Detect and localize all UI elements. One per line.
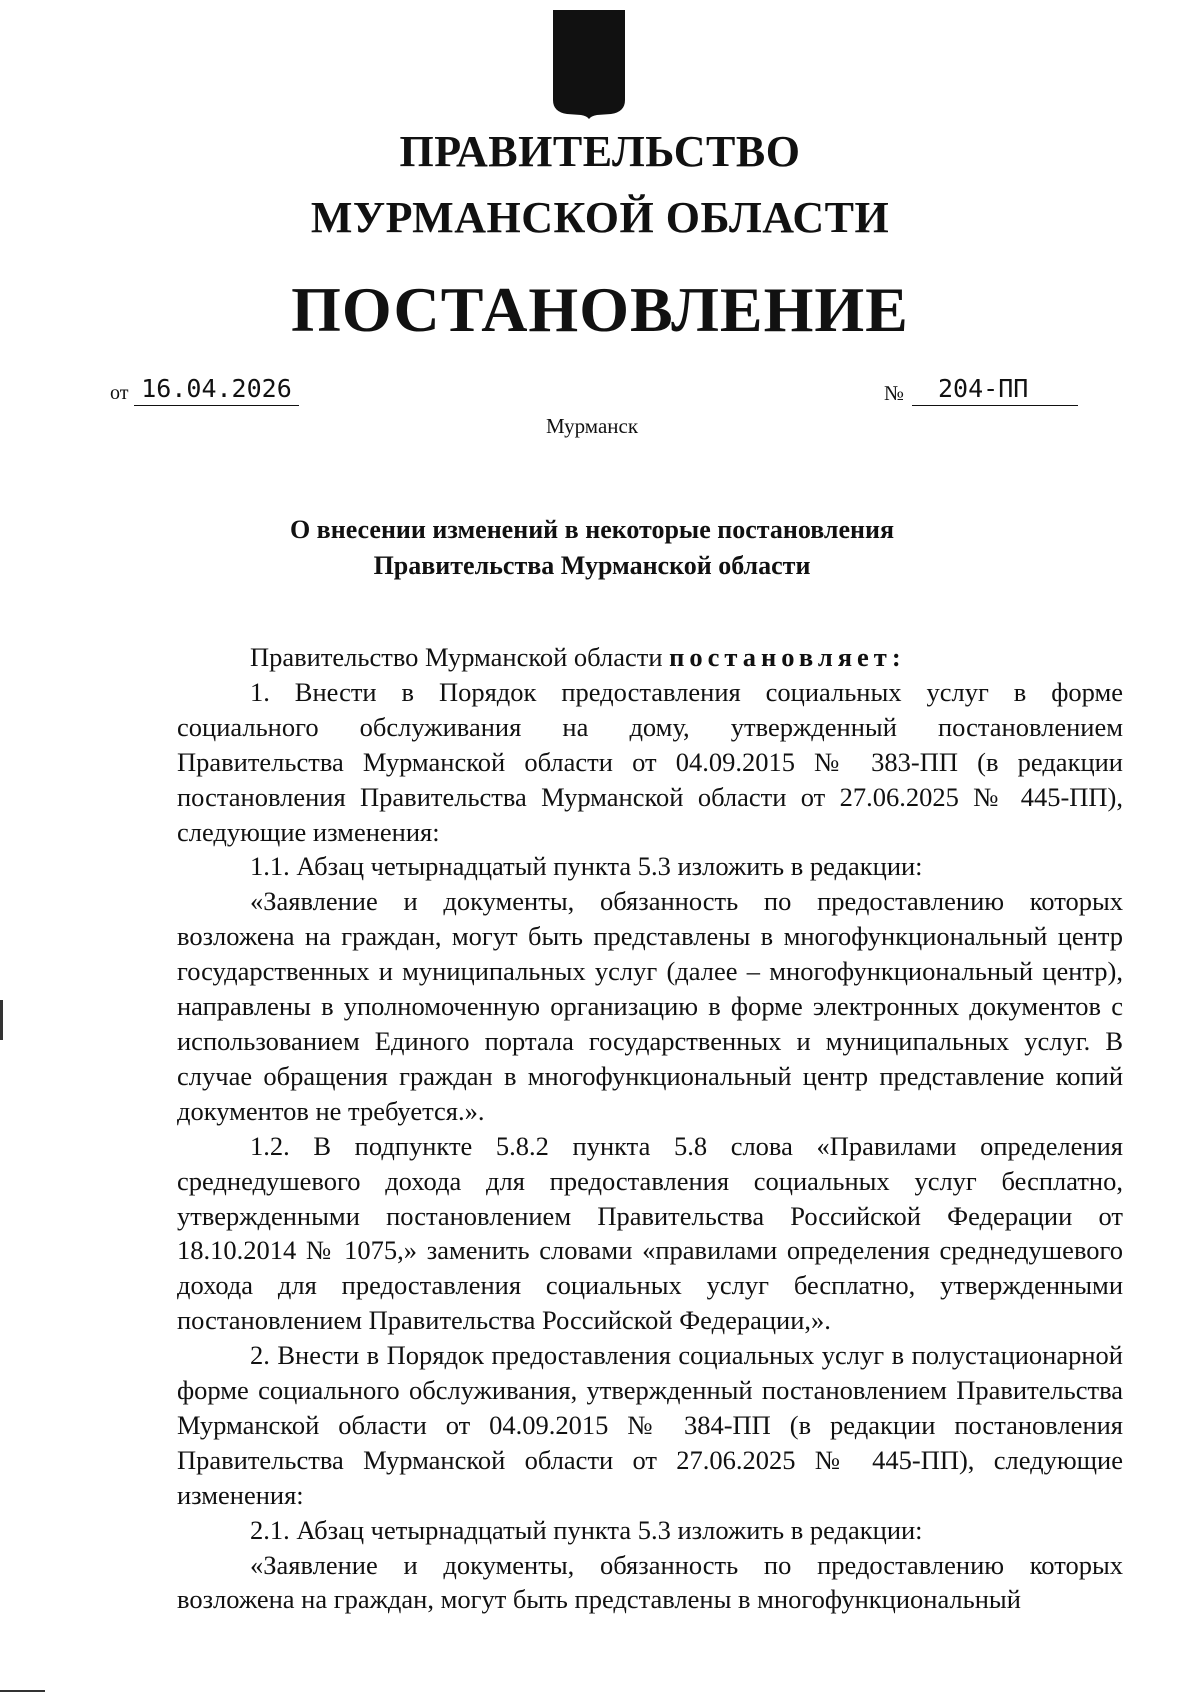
government-name-line2: МУРМАНСКОЙ ОБЛАСТИ — [310, 193, 890, 242]
document-type-title: ПОСТАНОВЛЕНИЕ — [291, 274, 909, 345]
paragraph-1-2: 1.2. В подпункте 5.8.2 пункта 5.8 слова «Правилами определения среднедушевого дохода для предоставления социальных услуг бесплатно, утвержденными постановлением Правительства Российской Федерации от 18.10.2014 № 1075,» заменить словами «правилами определения среднедушевого дохода для предоставления социальных услуг бесплатно, утвержденными постановлением Правительства Российской Федерации,». — [177, 1130, 1123, 1336]
intro-prefix: Правительство Мурманской области — [250, 642, 670, 672]
subject-line2: Правительства Мурманской области — [373, 551, 811, 580]
subject-line1: О внесении изменений в некоторые постановления — [289, 515, 895, 544]
scan-artifact — [0, 1690, 45, 1692]
date-label: от — [110, 382, 129, 404]
paragraph-2-1-quote: «Заявление и документы, обязанность по предоставлению которых возложена на граждан, могут быть представлены в многофункциональный — [177, 1549, 1123, 1615]
document-body — [177, 640, 1123, 1617]
paragraph-2: 2. Внести в Порядок предоставления социальных услуг в полустационарной форме социального обслуживания, утвержденный постановлением Правительства Мурманской области от 04.09.2015 № 384-ПП (в редакции постановления Правительства Мурманской области от 27.06.2025 № 445-ПП), следующие изменения: — [177, 1340, 1123, 1510]
document-subject — [0, 512, 1184, 584]
document-number: 204-ПП — [912, 373, 1078, 406]
document-date: 16.04.2026 — [134, 373, 299, 406]
scan-artifact — [0, 1000, 3, 1040]
intro-paragraph — [177, 640, 1123, 675]
paragraph-1: 1. Внести в Порядок предоставления социальных услуг в форме социального обслуживания на дому, утвержденный постановлением Правительства Мурманской области от 04.09.2015 № 383-ПП (в редакции постановления Правительства Мурманской области от 27.06.2025 № 445-ПП), следующие изменения: — [177, 676, 1123, 847]
city-name: Мурманск — [545, 414, 639, 438]
paragraph-2-1: 2.1. Абзац четырнадцатый пункта 5.3 изложить в редакции: — [250, 1514, 923, 1545]
paragraph-1-1-quote: «Заявление и документы, обязанность по предоставлению которых возложена на граждан, могут быть представлены в многофункциональный центр государственных и муниципальных услуг (далее – многофункциональный центр), направлены в уполномоченную организацию в форме электронных документов с использованием Единого портала государственных и муниципальных услуг. В случае обращения граждан в многофункциональный центр представление копий документов не требуется.». — [177, 886, 1123, 1126]
number-label: № — [884, 381, 905, 405]
coat-of-arms-icon — [551, 8, 627, 120]
decree-word: постановляет: — [669, 642, 906, 672]
government-name-line1: ПРАВИТЕЛЬСТВО — [399, 127, 801, 176]
paragraph-1-1: 1.1. Абзац четырнадцатый пункта 5.3 изложить в редакции: — [250, 851, 923, 882]
